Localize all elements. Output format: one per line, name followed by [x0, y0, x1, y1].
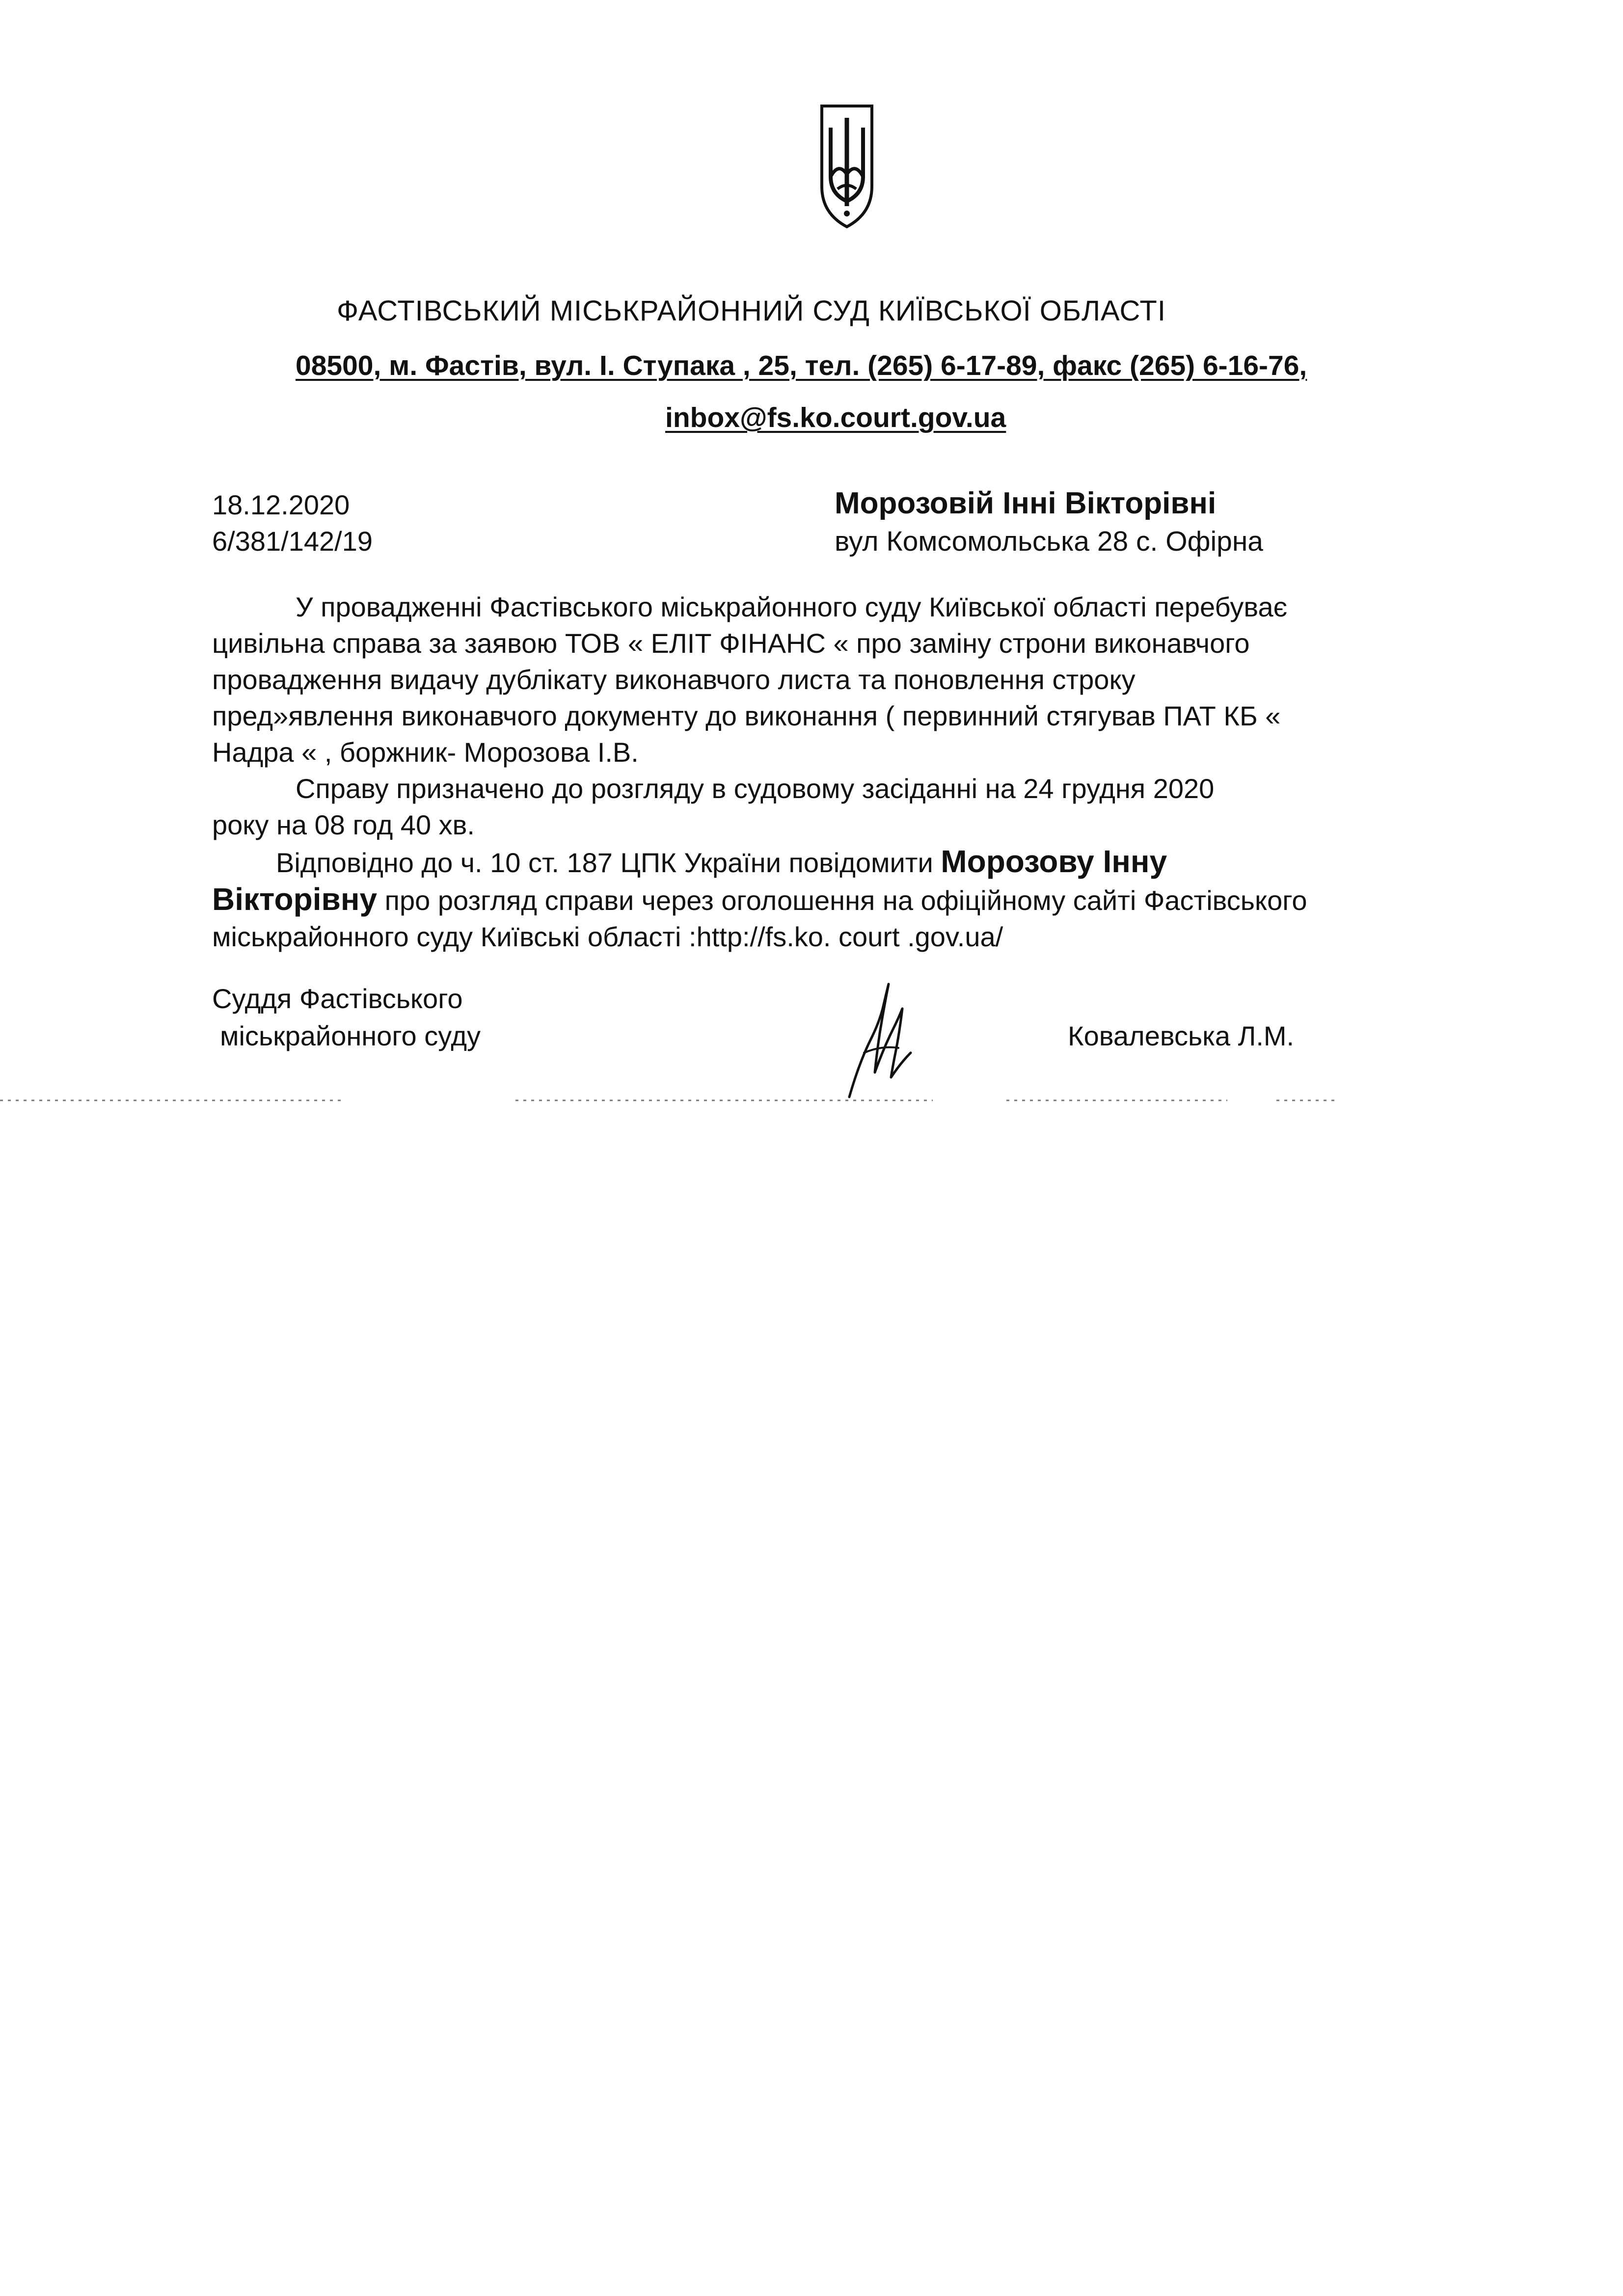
judge-title-line1: Суддя Фастівського: [212, 983, 463, 1014]
notice-text: про розгляд справи через оголошення на офіційному сайті Фастівського: [384, 885, 1307, 916]
letter-body: [212, 589, 1488, 955]
scan-artifact-line: [0, 1098, 1623, 1102]
body-line: цивільна справа за заявою ТОВ « ЕЛІТ ФІНАНС « про заміну строни виконавчого: [212, 628, 1250, 659]
body-line: пред»явлення виконавчого документу до виконання ( первинний стягував ПАТ КБ «: [212, 700, 1281, 731]
trident-emblem-icon: [819, 103, 875, 230]
court-address: 08500, м. Фастів, вул. І. Ступака , 25, тел. (265) 6-17-89, факс (265) 6-16-76,: [296, 350, 1307, 381]
notice-text: Відповідно до ч. 10 ст. 187 ЦПК України повідомити: [276, 847, 933, 878]
recipient-address: вул Комсомольська 28 с. Офірна: [835, 526, 1264, 557]
body-line: року на 08 год 40 хв.: [212, 809, 475, 840]
document-date: 18.12.2020: [212, 489, 350, 520]
document-reference: 6/381/142/19: [212, 526, 373, 557]
body-line: провадження видачу дублікату виконавчого листа та поновлення строку: [212, 664, 1136, 695]
defendant-name: Вікторівну: [212, 881, 378, 917]
defendant-name: Морозову Інну: [941, 844, 1167, 879]
body-line: [212, 843, 1488, 881]
judge-name: Ковалевська Л.М.: [1068, 1020, 1295, 1051]
judge-title-line2: міськрайонного суду: [220, 1020, 481, 1051]
body-line: Справу призначено до розгляду в судовому засіданні на 24 грудня 2020: [296, 773, 1215, 804]
body-line: [212, 881, 1488, 919]
court-name: ФАСТІВСЬКИЙ МІСЬКРАЙОННИЙ СУД КИЇВСЬКОЇ ОБЛАСТІ: [337, 295, 1166, 327]
body-line: Надра « , боржник- Морозова І.В.: [212, 737, 639, 768]
body-line: міськрайонного суду Київські області :http://fs.ko. court .gov.ua/: [212, 921, 1003, 952]
handwritten-signature-icon: [844, 979, 923, 1102]
court-email: inbox@fs.ko.court.gov.ua: [665, 402, 1006, 433]
body-line: У провадженні Фастівського міськрайонного суду Київської області перебуває: [296, 591, 1288, 622]
recipient-name: Морозовій Інні Вікторівні: [835, 486, 1217, 520]
